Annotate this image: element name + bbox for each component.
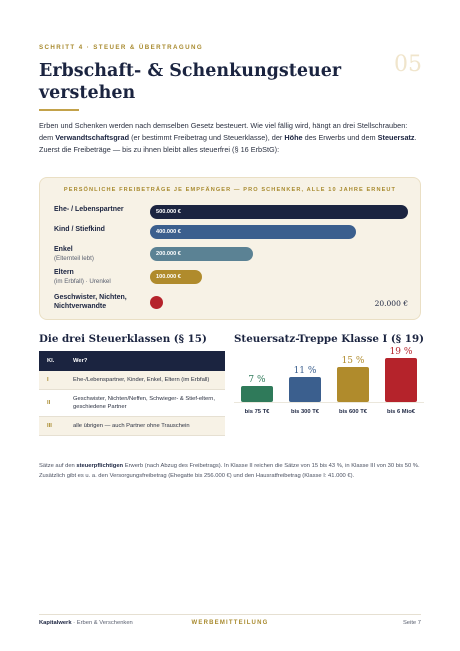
- rate-bar: [337, 367, 369, 402]
- rate-category-label: bis 600 T€: [338, 409, 368, 415]
- allowance-label: Geschwister, Nichten, Nichtverwandte: [54, 294, 127, 310]
- page-title: Erbschaft- & Schenkungsteuer verstehen: [39, 61, 342, 103]
- tax-classes-title: Die drei Steuerklassen (§ 15): [39, 333, 207, 345]
- footer-divider: [39, 614, 421, 615]
- table-row: [39, 417, 225, 436]
- allowance-bar: 100.000 €: [150, 270, 202, 284]
- rate-value-label: 7 %: [248, 375, 266, 385]
- footer-brand: Kapitalwerk · Erben & Verschenken: [39, 620, 133, 626]
- allowance-value-label: 20.000 €: [374, 299, 408, 308]
- allowance-row: [54, 225, 408, 245]
- step-label: SCHRITT 4 · STEUER & ÜBERTRAGUNG: [39, 44, 204, 51]
- rate-category-label: bis 300 T€: [290, 409, 320, 415]
- class-cell: I: [39, 371, 65, 390]
- allowance-sublabel: (im Erbfall) · Urenkel: [54, 278, 111, 285]
- who-cell: alle übrigen — auch Partner ohne Trauschein: [65, 417, 225, 436]
- allowance-bar: 200.000 €: [150, 247, 253, 261]
- allowance-row: [54, 205, 408, 225]
- allowance-label: Enkel (Elternteil lebt): [54, 245, 150, 263]
- rate-value-label: 15 %: [341, 356, 365, 366]
- allowance-bar: 400.000 €: [150, 225, 356, 239]
- intro-paragraph: Erben und Schenken werden nach demselben Gesetz besteuert. Wie viel fällig wird, hängt an drei Stellschrauben: dem Verwandtschaftsgrad (er bestimmt Freibetrag und Steuerklasse), der Höhe des Erwerbs und dem Steuersatz. Zuerst die Freibeträge — bis zu ihnen bleibt alles steuerfrei (§ 16 ErbStG):: [39, 121, 417, 154]
- rate-value-label: 11 %: [293, 366, 317, 376]
- who-cell: Ehe-/Lebenspartner, Kinder, Enkel, Eltern (im Erbfall): [65, 371, 225, 390]
- allowance-row: [54, 293, 408, 313]
- rate-value-label: 19 %: [389, 347, 413, 357]
- title-underline: [39, 109, 79, 111]
- rate-bar: [289, 377, 321, 402]
- allowance-label: Kind / Stiefkind: [54, 226, 105, 233]
- allowance-bar: 500.000 €: [150, 205, 408, 219]
- allowance-panel: [39, 177, 421, 320]
- allowance-heading: PERSÖNLICHE FREIBETRÄGE JE EMPFÄNGER — PRO SCHENKER, ALLE 10 JAHRE ERNEUT: [63, 187, 397, 193]
- footer-page-number: Seite 7: [402, 620, 421, 626]
- class-cell: III: [39, 417, 65, 436]
- rate-category-label: bis 75 T€: [244, 409, 270, 415]
- table-row: [39, 371, 225, 390]
- rate-category-label: bis 6 Mio€: [386, 409, 416, 415]
- allowance-label: Ehe- / Lebenspartner: [54, 206, 124, 213]
- class-cell: II: [39, 390, 65, 417]
- rate-bar: [385, 358, 417, 402]
- who-cell: Geschwister, Nichten/Neffen, Schwieger- & Stief-eltern, geschiedene Partner: [65, 390, 225, 417]
- tax-rate-chart: [234, 340, 424, 430]
- table-header-row: [39, 351, 225, 371]
- chart-title: Steuersatz-Treppe Klasse I (§ 19): [234, 333, 424, 345]
- column-header-class: Kl.: [39, 351, 65, 371]
- table-row: [39, 390, 225, 417]
- allowance-row: [54, 268, 408, 288]
- allowance-row: [54, 245, 408, 265]
- allowance-sublabel: (Elternteil lebt): [54, 255, 94, 262]
- allowance-bar: [150, 296, 163, 309]
- footnote: Sätze auf den steuerpflichtigen Erwerb (nach Abzug des Freibetrags). In Klasse II reichen die Sätze von 15 bis 43 %, in Klasse III von 30 bis 50 %. Zusätzlich gibt es u. a. den Versorgungsfreibetrag (Ehegatte bis 256.000 €) und den Hausratfreibetrag (Klasse I: 41.000 €).: [39, 463, 420, 479]
- allowance-label: Eltern (im Erbfall) · Urenkel: [54, 268, 150, 286]
- tax-classes-table: [39, 351, 225, 436]
- footer-disclaimer: WERBEMITTEILUNG: [191, 620, 269, 626]
- rate-bar: [241, 386, 273, 402]
- column-header-who: Wer?: [65, 351, 225, 371]
- chapter-number: 05: [394, 52, 422, 77]
